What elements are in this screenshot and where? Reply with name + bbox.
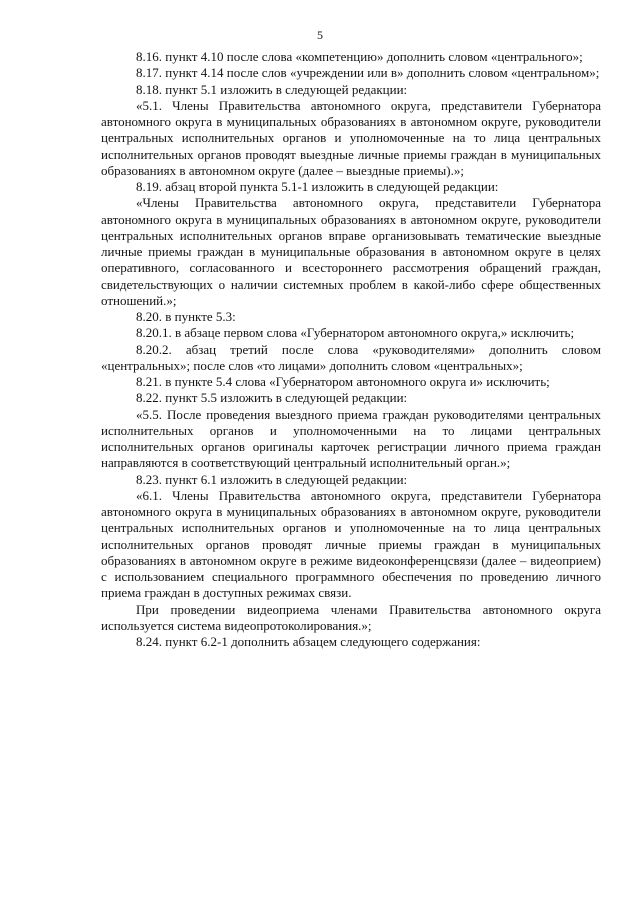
page-number: 5	[317, 28, 323, 42]
paragraph-8-23: 8.23. пункт 6.1 изложить в следующей редакции:	[136, 471, 408, 487]
paragraph-8-16: 8.16. пункт 4.10 после слова «компетенцию» дополнить словом «центрального»;	[136, 49, 583, 64]
paragraph-5-1-1-quote: «Члены Правительства автономного округа, представители Губернатора автономного округа в муниципальных образованиях в автономном округе, руководители центральных исполнительных органов вправе организовывать тематические выездные личные приемы граждан в муниципальные образования в автономном округе в целях оперативного, согласованного и всестороннего рассмотрения обращений граждан, свидетельствующих о наличии системных проблем в какой-либо сфере общественных отношений.»;	[101, 195, 601, 308]
paragraph-8-20: 8.20. в пункте 5.3:	[136, 309, 236, 324]
paragraph-8-22: 8.22. пункт 5.5 изложить в следующей редакции:	[136, 390, 408, 406]
paragraph-8-20-1: 8.20.1. в абзаце первом слова «Губернатором автономного округа,» исключить;	[136, 325, 575, 341]
paragraph-5-5-quote: «5.5. После проведения выездного приема граждан руководителями центральных исполнительных органов и уполномоченными на то лицами центральных исполнительных органов оригиналы карточек регистрации личного приема граждан направляются в соответствующий центральный исполнительный орган.»;	[101, 406, 601, 471]
paragraph-8-20-2: 8.20.2. абзац третий после слова «руководителями» дополнить словом «центральных»; после слов «то лицами» дополнить словом «центральных»;	[101, 341, 601, 373]
paragraph-8-19: 8.19. абзац второй пункта 5.1-1 изложить в следующей редакции:	[136, 179, 499, 194]
paragraph-6-1-quote: «6.1. Члены Правительства автономного округа, представители Губернатора автономного округа в муниципальных образованиях в автономном округе, руководители центральных исполнительных органов и уполномоченные на то лица центральных исполнительных органов проводят личные приемы граждан в муниципальных образованиях в автономном округе в режиме видеоконференцсвязи (далее – видеоприем) с использованием специального программного обеспечения по проведению личного приема граждан в доступных режимах связи.	[101, 487, 601, 601]
paragraph-8-21: 8.21. в пункте 5.4 слова «Губернатором автономного округа и» исключить;	[136, 374, 550, 389]
paragraph-6-1-videoprotocol: При проведении видеоприема членами Правительства автономного округа используется система видеопротоколирования.»;	[101, 601, 601, 633]
paragraph-8-18: 8.18. пункт 5.1 изложить в следующей редакции:	[136, 81, 408, 97]
document-body	[101, 49, 601, 650]
paragraph-8-24: 8.24. пункт 6.2-1 дополнить абзацем следующего содержания:	[136, 634, 481, 649]
paragraph-5-1-quote: «5.1. Члены Правительства автономного округа, представители Губернатора автономного округа в муниципальных образованиях в автономном округе, руководители центральных исполнительных органов и уполномоченные на то лица центральных исполнительных органов проводят выездные личные приемы граждан в муниципальных образованиях в автономном округе (далее – выездные приемы).»;	[101, 97, 601, 178]
paragraph-8-17: 8.17. пункт 4.14 после слов «учреждении или в» дополнить словом «центральном»;	[136, 65, 600, 81]
